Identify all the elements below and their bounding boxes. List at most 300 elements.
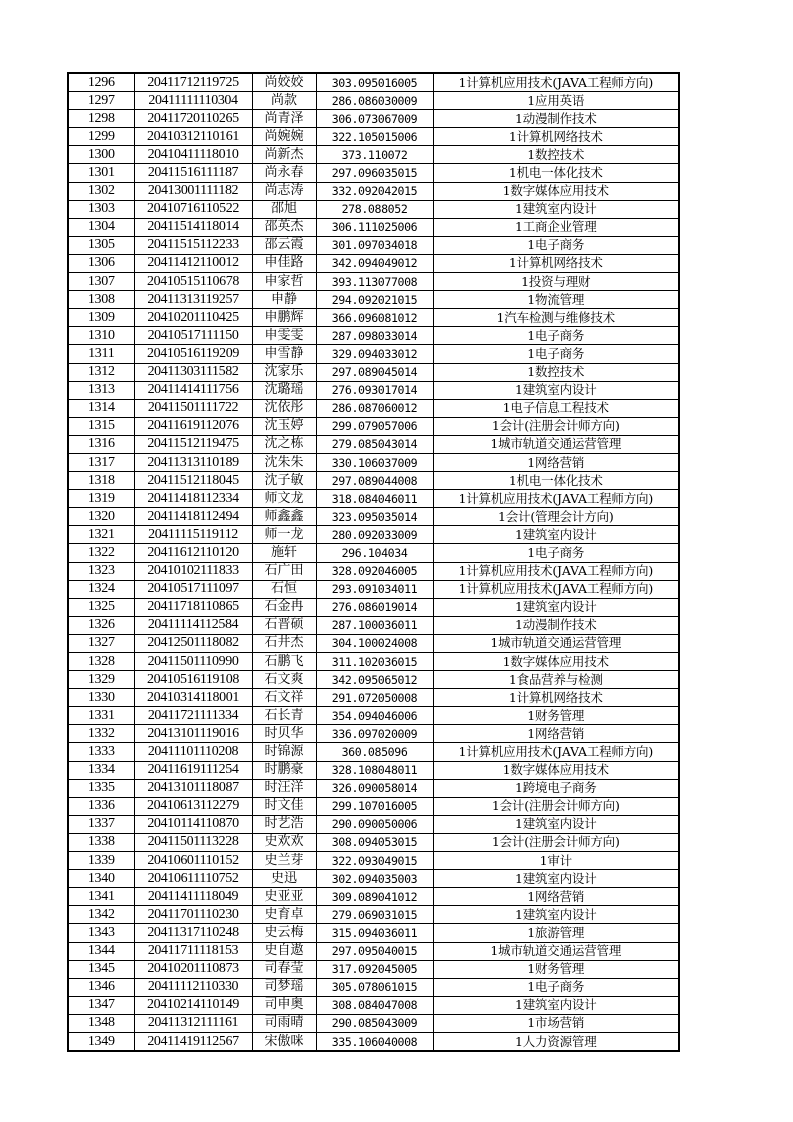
score-cell: 354.094046006	[316, 707, 433, 725]
score-cell: 301.097034018	[316, 236, 433, 254]
student-id-cell: 20410411118010	[134, 146, 252, 164]
table-row	[68, 924, 679, 942]
student-id-cell: 20411514118014	[134, 218, 252, 236]
major-cell: 1会计(注册会计师方向)	[433, 417, 679, 435]
row-number-cell: 1322	[68, 544, 134, 562]
student-name-cell: 石文祥	[252, 689, 316, 707]
student-name-cell: 尚姣姣	[252, 73, 316, 92]
student-name-cell: 时文佳	[252, 797, 316, 815]
row-number-cell: 1320	[68, 508, 134, 526]
score-cell: 279.085043014	[316, 435, 433, 453]
student-id-cell: 20411712119725	[134, 73, 252, 92]
score-cell: 335.106040008	[316, 1032, 433, 1051]
student-name-cell: 史迅	[252, 870, 316, 888]
score-cell: 308.094053015	[316, 833, 433, 851]
row-number-cell: 1328	[68, 653, 134, 671]
student-id-cell: 20410214110149	[134, 996, 252, 1014]
student-id-cell: 20411419112567	[134, 1032, 252, 1051]
student-id-cell: 20411312111161	[134, 1014, 252, 1032]
student-id-cell: 20410516119108	[134, 671, 252, 689]
student-id-cell: 20410611110752	[134, 870, 252, 888]
student-name-cell: 邵旭	[252, 200, 316, 218]
student-name-cell: 石恒	[252, 580, 316, 598]
major-cell: 1跨境电子商务	[433, 779, 679, 797]
score-cell: 294.092021015	[316, 291, 433, 309]
table-row	[68, 996, 679, 1014]
score-cell: 373.110072	[316, 146, 433, 164]
major-cell: 1人力资源管理	[433, 1032, 679, 1051]
score-cell: 302.094035003	[316, 870, 433, 888]
student-id-cell: 20411718110865	[134, 598, 252, 616]
row-number-cell: 1326	[68, 616, 134, 634]
score-cell: 311.102036015	[316, 653, 433, 671]
student-name-cell: 申雪静	[252, 345, 316, 363]
major-cell: 1计算机网络技术	[433, 689, 679, 707]
table-row	[68, 92, 679, 110]
student-id-cell: 20411313110189	[134, 453, 252, 471]
major-cell: 1机电一体化技术	[433, 164, 679, 182]
row-number-cell: 1343	[68, 924, 134, 942]
student-name-cell: 时汪洋	[252, 779, 316, 797]
score-cell: 308.084047008	[316, 996, 433, 1014]
major-cell: 1电子信息工程技术	[433, 399, 679, 417]
table-row	[68, 797, 679, 815]
row-number-cell: 1333	[68, 743, 134, 761]
student-id-cell: 20411501113228	[134, 833, 252, 851]
major-cell: 1数控技术	[433, 146, 679, 164]
table-row	[68, 888, 679, 906]
student-name-cell: 石金冉	[252, 598, 316, 616]
row-number-cell: 1308	[68, 291, 134, 309]
row-number-cell: 1348	[68, 1014, 134, 1032]
row-number-cell: 1303	[68, 200, 134, 218]
student-name-cell: 师鑫鑫	[252, 508, 316, 526]
student-id-cell: 20411411118049	[134, 888, 252, 906]
major-cell: 1投资与理财	[433, 273, 679, 291]
table-row	[68, 852, 679, 870]
student-id-cell: 20410716110522	[134, 200, 252, 218]
major-cell: 1物流管理	[433, 291, 679, 309]
student-name-cell: 尚新杰	[252, 146, 316, 164]
student-id-cell: 20410515110678	[134, 273, 252, 291]
student-name-cell: 司春莹	[252, 960, 316, 978]
table-row	[68, 544, 679, 562]
student-id-cell: 20411711118153	[134, 942, 252, 960]
table-row	[68, 128, 679, 146]
row-number-cell: 1347	[68, 996, 134, 1014]
row-number-cell: 1345	[68, 960, 134, 978]
student-id-cell: 20410517111150	[134, 327, 252, 345]
major-cell: 1数字媒体应用技术	[433, 761, 679, 779]
student-id-cell: 20410201110873	[134, 960, 252, 978]
score-cell: 296.104034	[316, 544, 433, 562]
major-cell: 1建筑室内设计	[433, 906, 679, 924]
major-cell: 1建筑室内设计	[433, 381, 679, 399]
score-cell: 291.072050008	[316, 689, 433, 707]
major-cell: 1城市轨道交通运营管理	[433, 634, 679, 652]
score-cell: 276.086019014	[316, 598, 433, 616]
student-id-cell: 20411101110208	[134, 743, 252, 761]
student-id-cell: 20410516119209	[134, 345, 252, 363]
score-cell: 342.095065012	[316, 671, 433, 689]
student-name-cell: 师一龙	[252, 526, 316, 544]
student-id-cell: 20411619112076	[134, 417, 252, 435]
table-row	[68, 906, 679, 924]
student-id-cell: 20411114112584	[134, 616, 252, 634]
student-name-cell: 尚青泽	[252, 110, 316, 128]
major-cell: 1网络营销	[433, 453, 679, 471]
major-cell: 1电子商务	[433, 327, 679, 345]
table-row	[68, 472, 679, 490]
score-cell: 329.094033012	[316, 345, 433, 363]
table-row	[68, 634, 679, 652]
major-cell: 1动漫制作技术	[433, 110, 679, 128]
score-cell: 293.091034011	[316, 580, 433, 598]
row-number-cell: 1335	[68, 779, 134, 797]
score-cell: 297.095040015	[316, 942, 433, 960]
student-name-cell: 尚款	[252, 92, 316, 110]
score-cell: 290.090050006	[316, 815, 433, 833]
score-cell: 328.092046005	[316, 562, 433, 580]
major-cell: 1财务管理	[433, 960, 679, 978]
student-name-cell: 邵英杰	[252, 218, 316, 236]
table-row	[68, 779, 679, 797]
student-name-cell: 石鹏飞	[252, 653, 316, 671]
student-id-cell: 20411516111187	[134, 164, 252, 182]
student-id-cell: 20410102111833	[134, 562, 252, 580]
major-cell: 1建筑室内设计	[433, 870, 679, 888]
row-number-cell: 1339	[68, 852, 134, 870]
row-number-cell: 1310	[68, 327, 134, 345]
score-cell: 317.092045005	[316, 960, 433, 978]
student-name-cell: 师文龙	[252, 490, 316, 508]
score-cell: 306.073067009	[316, 110, 433, 128]
score-cell: 342.094049012	[316, 254, 433, 272]
row-number-cell: 1346	[68, 978, 134, 996]
student-id-cell: 20411317110248	[134, 924, 252, 942]
student-id-cell: 20411721111334	[134, 707, 252, 725]
table-row	[68, 345, 679, 363]
score-cell: 306.111025006	[316, 218, 433, 236]
table-row	[68, 254, 679, 272]
table-row	[68, 363, 679, 381]
major-cell: 1城市轨道交通运营管理	[433, 435, 679, 453]
row-number-cell: 1341	[68, 888, 134, 906]
major-cell: 1数字媒体应用技术	[433, 182, 679, 200]
row-number-cell: 1332	[68, 725, 134, 743]
score-cell: 326.090058014	[316, 779, 433, 797]
major-cell: 1建筑室内设计	[433, 815, 679, 833]
table-row	[68, 743, 679, 761]
student-name-cell: 石文爽	[252, 671, 316, 689]
score-cell: 297.089045014	[316, 363, 433, 381]
score-cell: 393.113077008	[316, 273, 433, 291]
score-cell: 315.094036011	[316, 924, 433, 942]
row-number-cell: 1315	[68, 417, 134, 435]
table-row	[68, 291, 679, 309]
student-id-cell: 20411313119257	[134, 291, 252, 309]
admission-list-table	[67, 72, 680, 1052]
table-row	[68, 526, 679, 544]
student-name-cell: 石井杰	[252, 634, 316, 652]
major-cell: 1计算机网络技术	[433, 128, 679, 146]
row-number-cell: 1299	[68, 128, 134, 146]
table-row	[68, 870, 679, 888]
student-name-cell: 申家哲	[252, 273, 316, 291]
student-name-cell: 沈家乐	[252, 363, 316, 381]
row-number-cell: 1307	[68, 273, 134, 291]
student-id-cell: 20411418112494	[134, 508, 252, 526]
table-row	[68, 616, 679, 634]
table-row	[68, 417, 679, 435]
major-cell: 1电子商务	[433, 236, 679, 254]
table-row	[68, 490, 679, 508]
student-id-cell: 20411720110265	[134, 110, 252, 128]
student-name-cell: 时艺浩	[252, 815, 316, 833]
student-name-cell: 申鹏辉	[252, 309, 316, 327]
score-cell: 322.093049015	[316, 852, 433, 870]
score-cell: 322.105015006	[316, 128, 433, 146]
major-cell: 1会计(注册会计师方向)	[433, 833, 679, 851]
major-cell: 1网络营销	[433, 888, 679, 906]
student-name-cell: 史欢欢	[252, 833, 316, 851]
row-number-cell: 1337	[68, 815, 134, 833]
table-row	[68, 236, 679, 254]
table-row	[68, 942, 679, 960]
table-row	[68, 689, 679, 707]
table-row	[68, 598, 679, 616]
table-row	[68, 399, 679, 417]
student-name-cell: 沈玉婷	[252, 417, 316, 435]
table-row	[68, 200, 679, 218]
row-number-cell: 1314	[68, 399, 134, 417]
row-number-cell: 1329	[68, 671, 134, 689]
student-id-cell: 20410517111097	[134, 580, 252, 598]
table-row	[68, 580, 679, 598]
score-cell: 290.085043009	[316, 1014, 433, 1032]
student-id-cell: 20411414111756	[134, 381, 252, 399]
table-row	[68, 110, 679, 128]
table-row	[68, 653, 679, 671]
row-number-cell: 1297	[68, 92, 134, 110]
major-cell: 1建筑室内设计	[433, 996, 679, 1014]
table-body	[68, 73, 679, 1051]
score-cell: 280.092033009	[316, 526, 433, 544]
row-number-cell: 1325	[68, 598, 134, 616]
student-id-cell: 20411701110230	[134, 906, 252, 924]
student-id-cell: 20413101118087	[134, 779, 252, 797]
student-id-cell: 20410314118001	[134, 689, 252, 707]
score-cell: 304.100024008	[316, 634, 433, 652]
major-cell: 1机电一体化技术	[433, 472, 679, 490]
score-cell: 276.093017014	[316, 381, 433, 399]
student-name-cell: 沈依彤	[252, 399, 316, 417]
table-row	[68, 435, 679, 453]
row-number-cell: 1313	[68, 381, 134, 399]
major-cell: 1会计(管理会计方向)	[433, 508, 679, 526]
student-name-cell: 司梦瑶	[252, 978, 316, 996]
row-number-cell: 1306	[68, 254, 134, 272]
major-cell: 1网络营销	[433, 725, 679, 743]
major-cell: 1电子商务	[433, 544, 679, 562]
table-row	[68, 707, 679, 725]
row-number-cell: 1309	[68, 309, 134, 327]
student-name-cell: 宋傲咪	[252, 1032, 316, 1051]
major-cell: 1应用英语	[433, 92, 679, 110]
major-cell: 1计算机网络技术	[433, 254, 679, 272]
student-name-cell: 司雨晴	[252, 1014, 316, 1032]
row-number-cell: 1331	[68, 707, 134, 725]
major-cell: 1市场营销	[433, 1014, 679, 1032]
table-row	[68, 309, 679, 327]
major-cell: 1建筑室内设计	[433, 526, 679, 544]
row-number-cell: 1330	[68, 689, 134, 707]
row-number-cell: 1338	[68, 833, 134, 851]
student-name-cell: 石广田	[252, 562, 316, 580]
student-id-cell: 20410114110870	[134, 815, 252, 833]
table-row	[68, 562, 679, 580]
score-cell: 278.088052	[316, 200, 433, 218]
student-id-cell: 20411501110990	[134, 653, 252, 671]
table-row	[68, 960, 679, 978]
row-number-cell: 1321	[68, 526, 134, 544]
student-name-cell: 司申奥	[252, 996, 316, 1014]
row-number-cell: 1318	[68, 472, 134, 490]
student-name-cell: 沈璐瑶	[252, 381, 316, 399]
score-cell: 287.098033014	[316, 327, 433, 345]
score-cell: 299.107016005	[316, 797, 433, 815]
student-id-cell: 20411111110304	[134, 92, 252, 110]
table-row	[68, 761, 679, 779]
score-cell: 299.079057006	[316, 417, 433, 435]
student-name-cell: 施轩	[252, 544, 316, 562]
score-cell: 286.087060012	[316, 399, 433, 417]
student-name-cell: 尚永春	[252, 164, 316, 182]
major-cell: 1数控技术	[433, 363, 679, 381]
score-cell: 287.100036011	[316, 616, 433, 634]
student-name-cell: 沈子敏	[252, 472, 316, 490]
row-number-cell: 1340	[68, 870, 134, 888]
score-cell: 305.078061015	[316, 978, 433, 996]
table-row	[68, 146, 679, 164]
row-number-cell: 1296	[68, 73, 134, 92]
student-name-cell: 邵云霞	[252, 236, 316, 254]
score-cell: 297.096035015	[316, 164, 433, 182]
student-name-cell: 史云梅	[252, 924, 316, 942]
student-id-cell: 20411412110012	[134, 254, 252, 272]
student-id-cell: 20413101119016	[134, 725, 252, 743]
row-number-cell: 1300	[68, 146, 134, 164]
student-name-cell: 史育卓	[252, 906, 316, 924]
student-id-cell: 20410201110425	[134, 309, 252, 327]
major-cell: 1审计	[433, 852, 679, 870]
student-name-cell: 申静	[252, 291, 316, 309]
score-cell: 366.096081012	[316, 309, 433, 327]
major-cell: 1财务管理	[433, 707, 679, 725]
student-id-cell: 20413001111182	[134, 182, 252, 200]
row-number-cell: 1349	[68, 1032, 134, 1051]
major-cell: 1工商企业管理	[433, 218, 679, 236]
table-row	[68, 182, 679, 200]
student-name-cell: 时锦源	[252, 743, 316, 761]
student-name-cell: 石晋硕	[252, 616, 316, 634]
table-row	[68, 1032, 679, 1051]
score-cell: 360.085096	[316, 743, 433, 761]
score-cell: 309.089041012	[316, 888, 433, 906]
major-cell: 1计算机应用技术(JAVA工程师方向)	[433, 562, 679, 580]
student-name-cell: 申雯雯	[252, 327, 316, 345]
major-cell: 1电子商务	[433, 978, 679, 996]
student-id-cell: 20410613112279	[134, 797, 252, 815]
student-id-cell: 20411115119112	[134, 526, 252, 544]
major-cell: 1建筑室内设计	[433, 598, 679, 616]
row-number-cell: 1323	[68, 562, 134, 580]
student-id-cell: 20411112110330	[134, 978, 252, 996]
student-id-cell: 20411612110120	[134, 544, 252, 562]
row-number-cell: 1342	[68, 906, 134, 924]
major-cell: 1计算机应用技术(JAVA工程师方向)	[433, 490, 679, 508]
major-cell: 1城市轨道交通运营管理	[433, 942, 679, 960]
student-name-cell: 尚志涛	[252, 182, 316, 200]
major-cell: 1建筑室内设计	[433, 200, 679, 218]
table-row	[68, 725, 679, 743]
table-row	[68, 1014, 679, 1032]
student-id-cell: 20411512118045	[134, 472, 252, 490]
table-row	[68, 508, 679, 526]
score-cell: 330.106037009	[316, 453, 433, 471]
table-row	[68, 218, 679, 236]
student-name-cell: 史亚亚	[252, 888, 316, 906]
row-number-cell: 1327	[68, 634, 134, 652]
major-cell: 1会计(注册会计师方向)	[433, 797, 679, 815]
student-id-cell: 20411418112334	[134, 490, 252, 508]
major-cell: 1动漫制作技术	[433, 616, 679, 634]
major-cell: 1电子商务	[433, 345, 679, 363]
student-id-cell: 20410312110161	[134, 128, 252, 146]
score-cell: 303.095016005	[316, 73, 433, 92]
score-cell: 286.086030009	[316, 92, 433, 110]
row-number-cell: 1311	[68, 345, 134, 363]
student-name-cell: 沈之栋	[252, 435, 316, 453]
score-cell: 279.069031015	[316, 906, 433, 924]
table-row	[68, 671, 679, 689]
student-id-cell: 20412501118082	[134, 634, 252, 652]
row-number-cell: 1319	[68, 490, 134, 508]
student-name-cell: 申佳路	[252, 254, 316, 272]
major-cell: 1旅游管理	[433, 924, 679, 942]
major-cell: 1食品营养与检测	[433, 671, 679, 689]
row-number-cell: 1305	[68, 236, 134, 254]
student-name-cell: 史自遨	[252, 942, 316, 960]
student-name-cell: 时贝华	[252, 725, 316, 743]
table-row	[68, 453, 679, 471]
major-cell: 1数字媒体应用技术	[433, 653, 679, 671]
student-id-cell: 20411619111254	[134, 761, 252, 779]
row-number-cell: 1324	[68, 580, 134, 598]
score-cell: 328.108048011	[316, 761, 433, 779]
table-row	[68, 164, 679, 182]
student-name-cell: 时鹏豪	[252, 761, 316, 779]
student-id-cell: 20411515112233	[134, 236, 252, 254]
table-row	[68, 381, 679, 399]
score-cell: 318.084046011	[316, 490, 433, 508]
major-cell: 1计算机应用技术(JAVA工程师方向)	[433, 743, 679, 761]
major-cell: 1计算机应用技术(JAVA工程师方向)	[433, 73, 679, 92]
row-number-cell: 1344	[68, 942, 134, 960]
table-row	[68, 273, 679, 291]
student-id-cell: 20411512119475	[134, 435, 252, 453]
table-row	[68, 978, 679, 996]
